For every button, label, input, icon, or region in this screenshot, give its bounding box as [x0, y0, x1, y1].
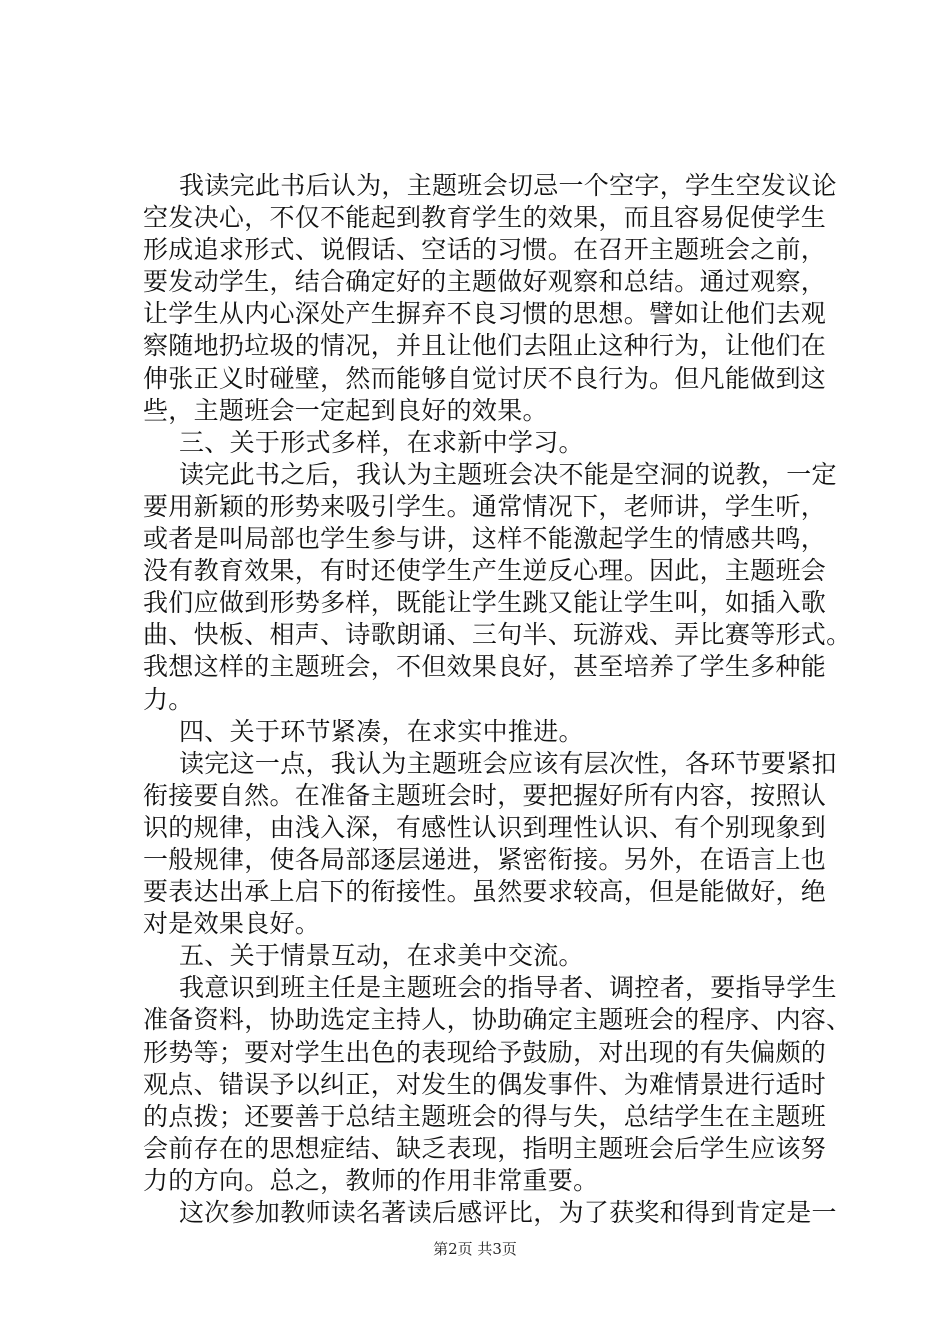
- text-line: 识的规律，由浅入深，有感性认识到理性认识、有个别现象到: [143, 812, 827, 842]
- text-line: 四、关于环节紧凑，在求实中推进。: [179, 716, 584, 746]
- text-line: 空发决心，不仅不能起到教育学生的效果，而且容易促使学生: [143, 203, 827, 233]
- page-footer: 第2页 共3页: [433, 1240, 517, 1258]
- text-line: 伸张正义时碰壁，然而能够自觉讨厌不良行为。但凡能做到这: [143, 363, 827, 393]
- text-line: 力的方向。总之，教师的作用非常重要。: [143, 1165, 599, 1195]
- text-line: 我想这样的主题班会，不但效果良好，甚至培养了学生多种能: [143, 652, 827, 682]
- text-line: 一般规律，使各局部逐层递进，紧密衔接。另外，在语言上也: [143, 844, 827, 874]
- text-line: 对是效果良好。: [143, 909, 321, 939]
- text-line: 或者是叫局部也学生参与讲，这样不能激起学生的情感共鸣，: [143, 524, 827, 554]
- text-line: 曲、快板、相声、诗歌朗诵、三句半、玩游戏、弄比赛等形式。: [143, 620, 852, 650]
- text-line: 三、关于形式多样，在求新中学习。: [179, 427, 584, 457]
- text-line: 我读完此书后认为，主题班会切忌一个空字，学生空发议论: [179, 171, 837, 200]
- text-line: 察随地扔垃圾的情况，并且让他们去阻止这种行为，让他们在: [143, 331, 827, 361]
- text-line: 要用新颖的形势来吸引学生。通常情况下，老师讲，学生听，: [143, 491, 827, 521]
- text-line: 观点、错误予以纠正，对发生的偶发事件、为难情景进行适时: [143, 1069, 827, 1099]
- text-line: 力。: [143, 684, 194, 714]
- text-line: 准备资料，协助选定主持人，协助确定主题班会的程序、内容、: [143, 1005, 852, 1035]
- text-line: 读完这一点，我认为主题班会应该有层次性，各环节要紧扣: [179, 748, 837, 778]
- text-line: 形势等；要对学生出色的表现给予鼓励，对出现的有失偏颇的: [143, 1037, 827, 1067]
- text-line: 要表达出承上启下的衔接性。虽然要求较高，但是能做好，绝: [143, 877, 827, 907]
- text-line: 五、关于情景互动，在求美中交流。: [179, 941, 584, 971]
- text-line: 的点拨；还要善于总结主题班会的得与失，总结学生在主题班: [143, 1101, 827, 1131]
- text-line: 要发动学生，结合确定好的主题做好观察和总结。通过观察，: [143, 267, 827, 297]
- text-line: 会前存在的思想症结、缺乏表现，指明主题班会后学生应该努: [143, 1133, 827, 1163]
- text-line: 读完此书之后，我认为主题班会决不能是空洞的说教，一定: [179, 459, 837, 489]
- text-line: 衔接要自然。在准备主题班会时，要把握好所有内容，按照认: [143, 780, 827, 810]
- text-line: 些，主题班会一定起到良好的效果。: [143, 395, 548, 425]
- text-line: 我意识到班主任是主题班会的指导者、调控者，要指导学生: [179, 973, 837, 1003]
- text-line: 这次参加教师读名著读后感评比，为了获奖和得到肯定是一: [179, 1198, 837, 1227]
- text-line: 让学生从内心深处产生摒弃不良习惯的思想。譬如让他们去观: [143, 299, 827, 329]
- text-line: 没有教育效果，有时还使学生产生逆反心理。因此，主题班会: [143, 556, 827, 586]
- text-line: 形成追求形式、说假话、空话的习惯。在召开主题班会之前，: [143, 235, 827, 265]
- text-line: 我们应做到形势多样，既能让学生跳又能让学生叫，如插入歌: [143, 588, 827, 618]
- document-body: [143, 170, 852, 1229]
